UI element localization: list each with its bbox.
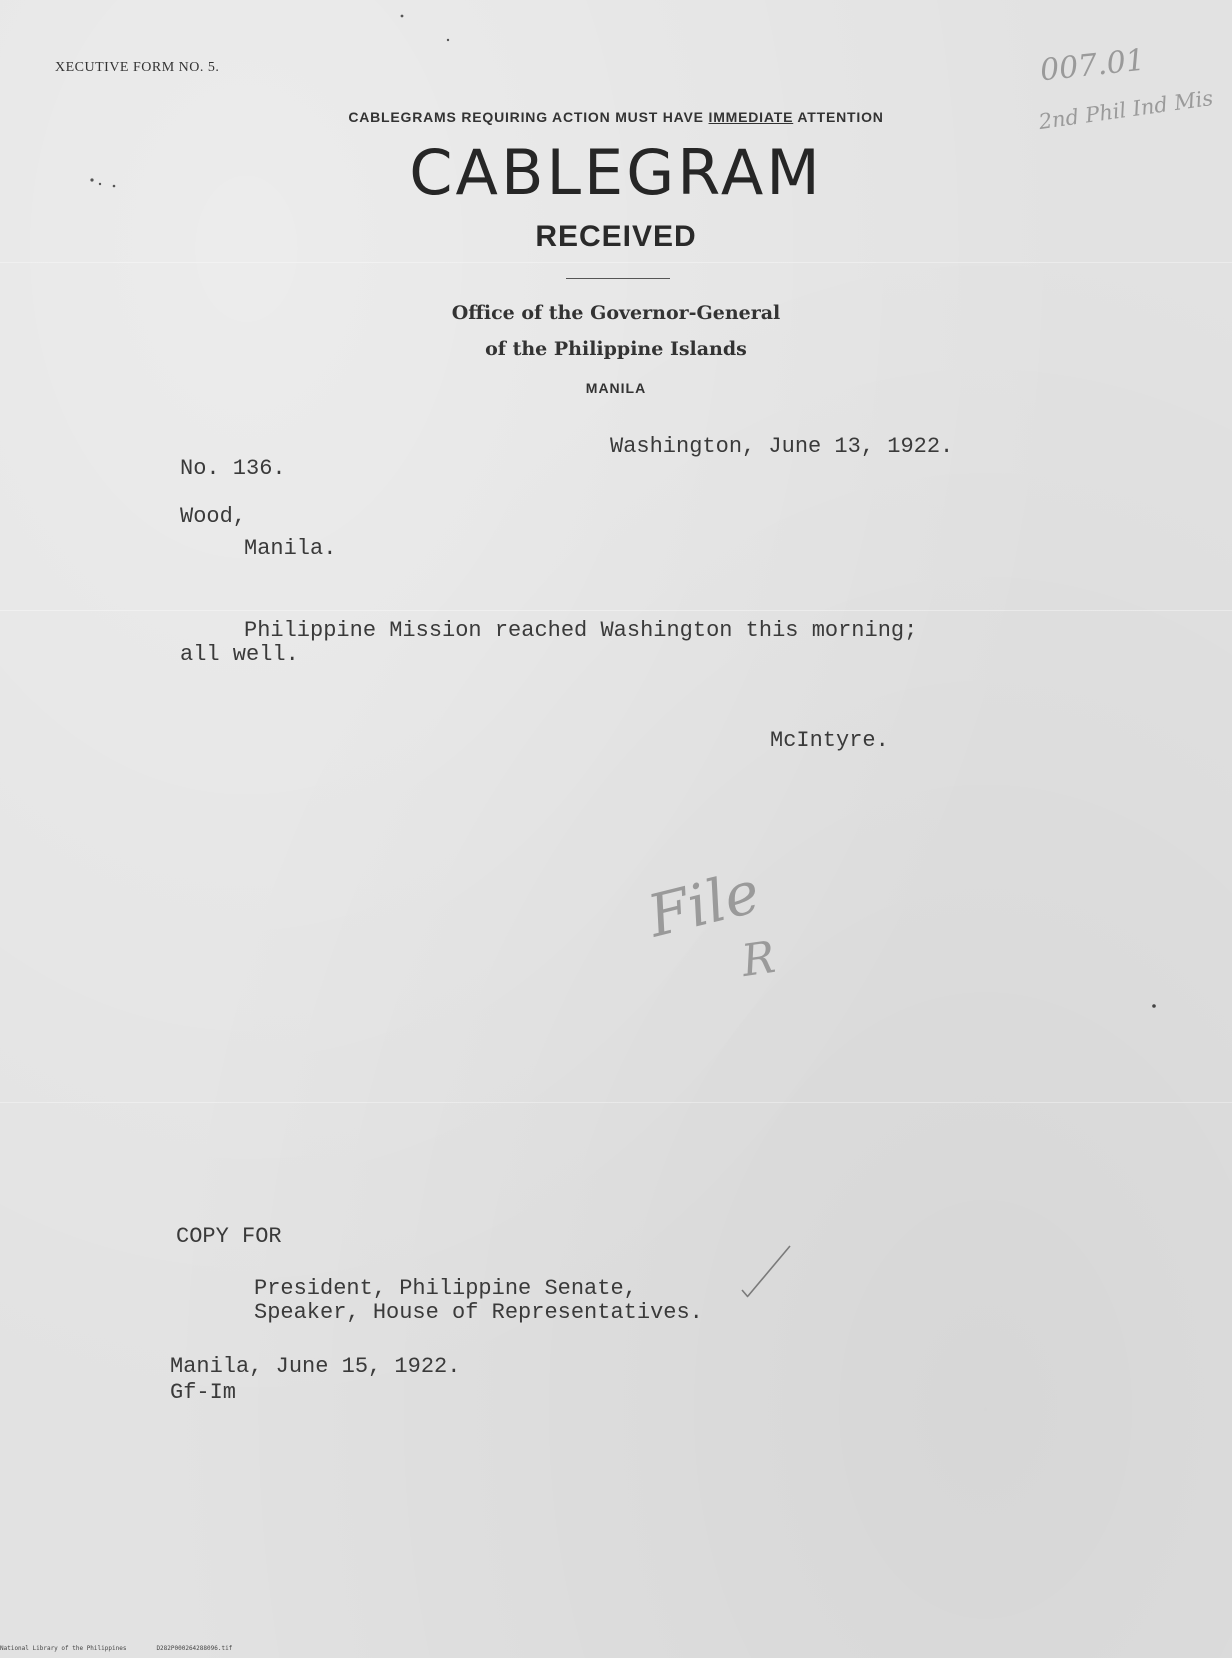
ink-speck: [90, 178, 93, 181]
issued-line: Manila, June 15, 1922.: [170, 1354, 461, 1379]
copy-recipient-2: Speaker, House of Representatives.: [254, 1300, 703, 1325]
ink-speck: [447, 39, 449, 41]
office-city: MANILA: [585, 380, 647, 396]
ink-speck: [401, 15, 404, 18]
notice-suffix: ATTENTION: [793, 109, 884, 125]
office-line-1: Office of the Governor-General: [451, 302, 781, 324]
file-note-annotation: 2nd Phil Ind Mis: [1037, 85, 1215, 135]
message-body-line-2: all well.: [180, 642, 299, 667]
notice-emphasis: IMMEDIATE: [708, 109, 794, 125]
ink-speck: [1152, 1004, 1156, 1008]
copy-recipient-1: President, Philippine Senate,: [254, 1276, 637, 1301]
archive-name: National Library of the Philippines: [0, 1645, 127, 1652]
document-title: CABLEGRAM: [409, 136, 823, 209]
checkmark-icon: [748, 1246, 790, 1296]
checkmark-tick: [742, 1290, 748, 1297]
addressee-city: Manila.: [244, 536, 337, 561]
form-number: XECUTIVE FORM NO. 5.: [55, 60, 220, 75]
dateline: Washington, June 13, 1922.: [610, 434, 954, 459]
file-initial-annotation: R: [738, 931, 779, 988]
ink-speck: [99, 183, 101, 185]
copy-for-heading: COPY FOR: [176, 1224, 282, 1249]
office-line-2: of the Philippine Islands: [485, 338, 747, 360]
signature: McIntyre.: [770, 728, 889, 753]
image-code: D282P000264288096.tif: [156, 1645, 233, 1652]
file-mark-annotation: File: [641, 857, 767, 951]
archive-footer: [0, 1645, 232, 1652]
notice-prefix: CABLEGRAMS REQUIRING ACTION MUST HAVE: [348, 109, 709, 125]
ink-speck: [113, 185, 116, 188]
addressee-name: Wood,: [180, 504, 247, 529]
file-code-annotation: 007.01: [1038, 42, 1147, 89]
typist-initials: Gf-Im: [170, 1380, 237, 1405]
message-body-line-1: Philippine Mission reached Washington this morning;: [244, 618, 918, 643]
document-subtitle: RECEIVED: [535, 220, 697, 253]
message-number: No. 136.: [180, 456, 286, 481]
